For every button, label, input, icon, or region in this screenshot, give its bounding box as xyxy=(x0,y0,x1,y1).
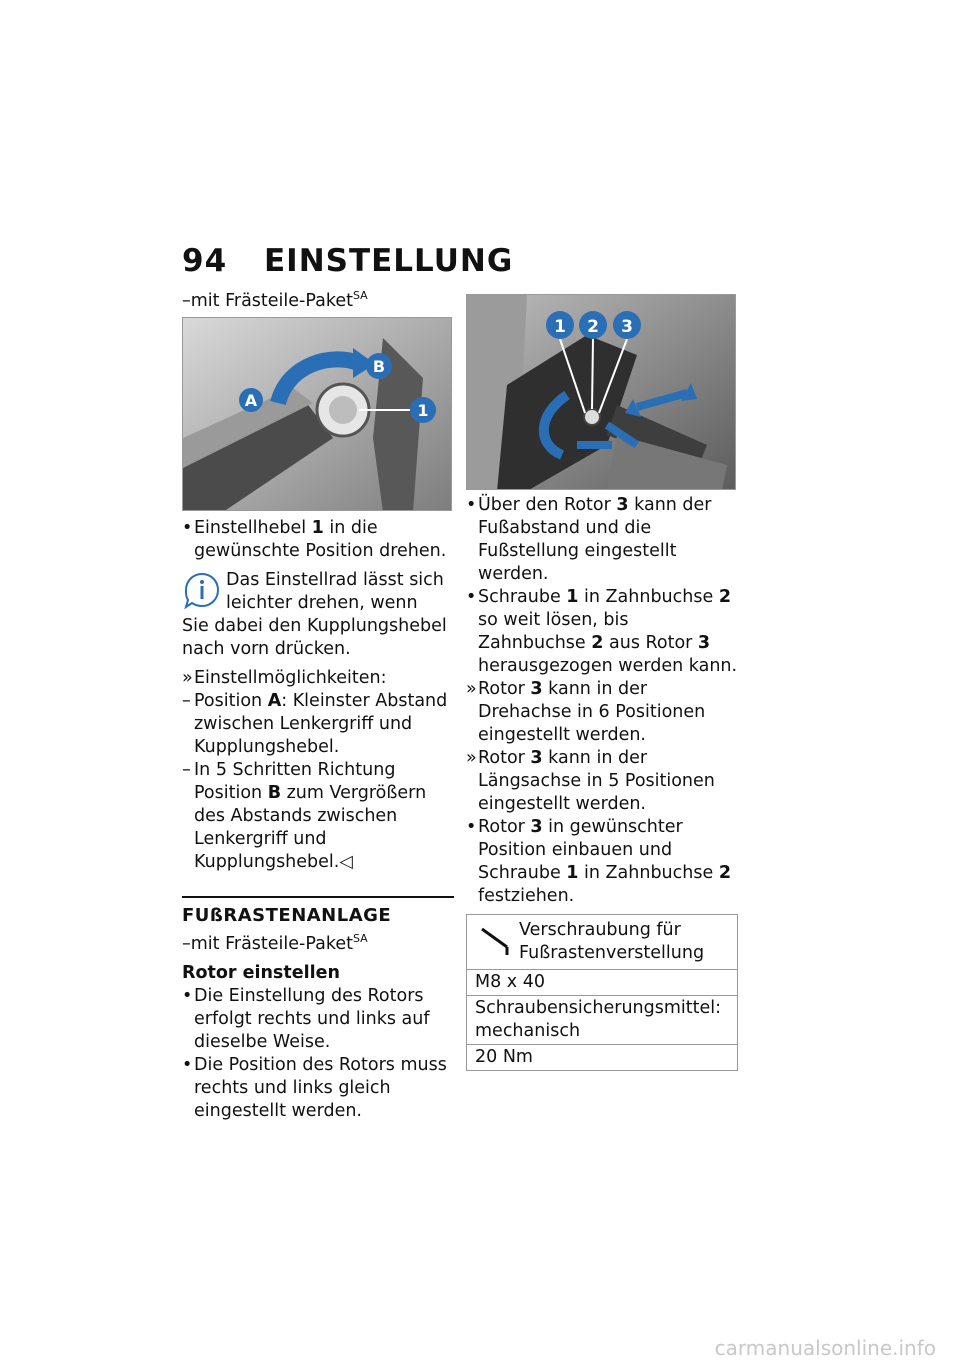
right-column xyxy=(466,294,738,1071)
result-longitudinal-axis: » Rotor 3 kann in der Längsachse in 5 Positionen eingestellt werden. xyxy=(466,748,715,814)
subsection-title: Rotor einstellen xyxy=(182,963,340,983)
result-line: » Einstellmöglichkeiten: xyxy=(182,668,387,688)
bullet-same-position: • Die Position des Rotors muss rechts und links gleich eingestellt werden. xyxy=(182,1055,447,1121)
spec-torque: 20 Nm xyxy=(467,1044,737,1070)
option-line-2: –mit Frästeile-Paket$^{SA}$ xyxy=(182,932,368,954)
clutch-lever-illustration xyxy=(183,318,452,511)
info-icon xyxy=(182,571,222,611)
option-position-b: – In 5 Schritten Richtung Position B zum Vergrößern des Abstands zwischen Lenkergriff und Kupplungshebel.◁ xyxy=(182,760,427,872)
page-header xyxy=(182,243,513,279)
fig1-label-a: A xyxy=(244,391,258,410)
left-column xyxy=(182,290,454,1123)
spec-size: M8 x 40 xyxy=(467,969,737,995)
fig2-label-2: 2 xyxy=(587,317,599,337)
footrest-illustration xyxy=(467,295,736,490)
bullet-loosen-screw: • Schraube 1 in Zahnbuchse 2 so weit lösen, bis Zahnbuchse 2 aus Rotor 3 herausgezogen werden kann. xyxy=(466,587,738,676)
footrest-figure xyxy=(466,294,736,490)
bullet-same-way: • Die Einstellung des Rotors erfolgt rechts und links auf dieselbe Weise. xyxy=(182,986,430,1052)
page-number: 94 xyxy=(182,243,228,279)
fig1-label-b: B xyxy=(372,357,386,376)
fig2-label-3: 3 xyxy=(621,317,633,337)
result-rotation-axis: » Rotor 3 kann in der Drehachse in 6 Positionen eingestellt werden. xyxy=(466,679,706,745)
watermark-brand: carmanualsonline.info xyxy=(714,1336,936,1360)
section-title: FUßRASTENANLAGE xyxy=(182,896,454,927)
bullet-install-rotor: • Rotor 3 in gewünschter Position einbauen und Schraube 1 in Zahnbuchse 2 festziehen. xyxy=(466,817,731,906)
step-adjust-lever: • Einstellhebel 1 in die gewünschte Position drehen. xyxy=(182,518,447,561)
clutch-lever-figure xyxy=(182,317,452,511)
fig2-label-1: 1 xyxy=(554,317,566,337)
info-note xyxy=(182,569,454,615)
spec-title: Verschraubung für Fußrastenverstellung xyxy=(519,920,705,963)
spec-header xyxy=(467,915,737,969)
note-text-rest: Sie dabei den Kupplungshebel nach vorn drücken. xyxy=(182,616,447,659)
fig1-label-1: 1 xyxy=(417,401,429,420)
bullet-rotor-adjust: • Über den Rotor 3 kann der Fußabstand und die Fußstellung eingestellt werden. xyxy=(466,495,712,584)
end-mark-icon: ◁ xyxy=(339,852,353,872)
option-position-a: – Position A: Kleinster Abstand zwischen Lenkergriff und Kupplungshebel. xyxy=(182,691,448,757)
wrench-icon xyxy=(479,923,513,957)
torque-spec-table xyxy=(466,914,738,1071)
option-line: –mit Frästeile-Paket$^{SA}$ xyxy=(182,289,368,311)
spec-locking: Schraubensicherungsmittel: mechanisch xyxy=(467,995,737,1044)
chapter-title: EINSTELLUNG xyxy=(264,243,514,279)
note-text-first: Das Einstellrad lässt sich leichter drehen, wenn xyxy=(226,570,444,613)
